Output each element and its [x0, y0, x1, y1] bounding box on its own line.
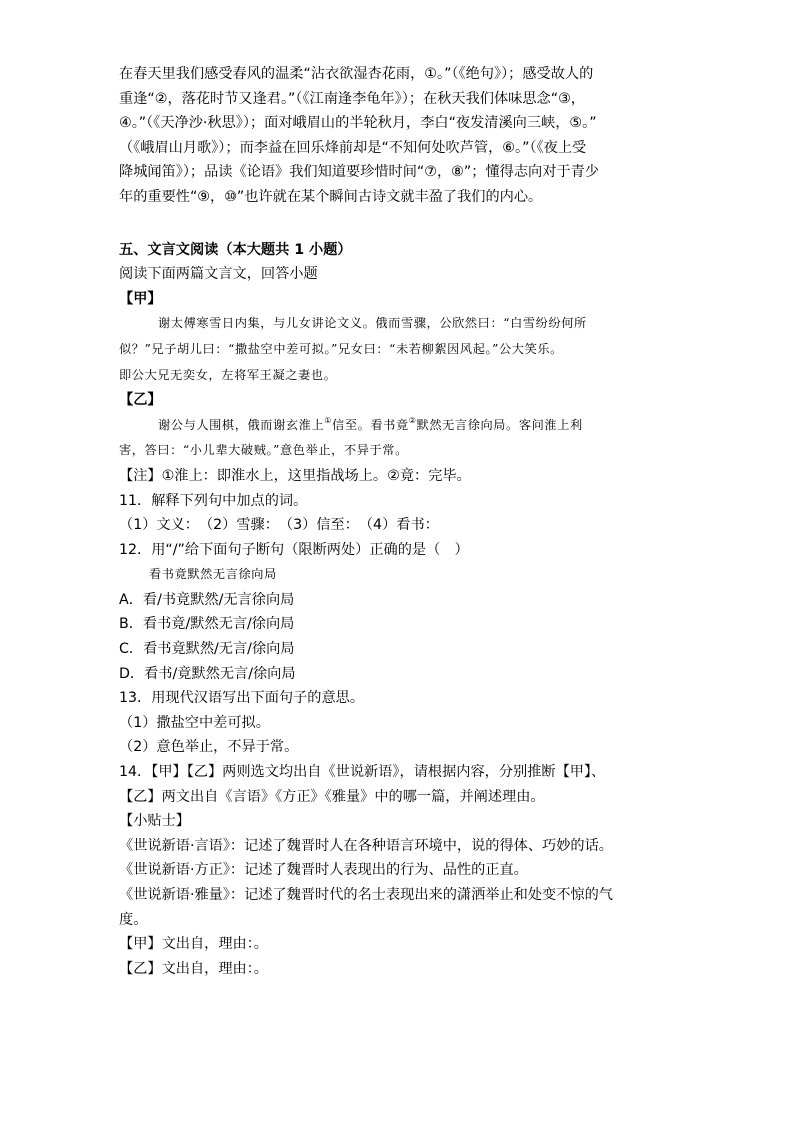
question-11: 11．解释下列句中加点的词。	[119, 492, 308, 509]
section-title: 五、文言文阅读（本大题共 1 小题）	[119, 241, 352, 258]
jia-label: 【甲】	[119, 290, 162, 307]
question-13-item-2: （2）意色举止，不异于常。	[119, 739, 299, 756]
question-14-line-1: 14．【甲】【乙】两则选文均出自《世说新语》，请根据内容，分别推断【甲】、	[119, 764, 606, 781]
fill-line-3: ④。”（《天净沙·秋思》）；面对峨眉山的半轮秋月，李白“夜发清溪向三峡，⑤。”	[119, 115, 597, 132]
fill-line-5: 降城闻笛》）；品读《论语》我们知道要珍惜时间“⑦，⑧”；懂得志向对于青少	[119, 164, 599, 181]
question-12-sentence: 看书竟默然无言徐向局	[149, 567, 277, 582]
fill-line-2: 重逢“②，落花时节又逢君。”（《江南逢李龟年》）；在秋天我们体味思念“③，	[119, 90, 585, 107]
answer-jia: 【甲】文出自，理由：。	[119, 936, 268, 953]
jia-text-line-1: 谢太傅寒雪日内集，与儿女讲论文义。俄而雪骤，公欣然曰：“白雪纷纷何所	[158, 316, 587, 331]
tip-yaliang-cont: 度。	[119, 911, 148, 928]
yi-text-line-1: 谢公与人围棋，俄而谢玄淮上①信至。看书竟②默然无言徐向局。客问淮上利	[158, 415, 583, 432]
question-12: 12．用“/”给下面句子断句（限断两处）正确的是（ ）	[119, 541, 469, 558]
tip-yaliang: 《世说新语·雅量》：记述了魏晋时代的名士表现出来的潇洒举止和处变不惊的气	[119, 887, 613, 903]
question-11-items: （1）文义： （2）雪骤： （3）信至： （4）看书：	[119, 517, 439, 534]
footnote-marker-1: ①	[324, 415, 333, 425]
option-c: C．看书竟默然/无言/徐向局	[119, 641, 295, 658]
fill-line-4: （《峨眉山月歌》）；而李益在回乐烽前却是“不知何处吹芦管，⑥。”（《夜上受	[119, 139, 587, 156]
option-b: B．看书竟/默然无言/徐向局	[119, 616, 295, 633]
question-13-item-1: （1）撒盐空中差可拟。	[119, 714, 270, 731]
jia-text-line-2: 似？”兄子胡儿曰：“撒盐空中差可拟。”兄女曰：“未若柳絮因风起。”公大笑乐。	[119, 341, 563, 356]
yi-label: 【乙】	[119, 392, 162, 409]
tip-yanyu: 《世说新语·言语》：记述了魏晋时人在各种语言环境中，说的得体、巧妙的话。	[119, 837, 613, 854]
option-d: D．看书/竟默然无言/徐向局	[119, 665, 296, 682]
tip-label: 【小贴士】	[119, 813, 190, 830]
fill-line-6: 年的重要性“⑨，⑩”也许就在某个瞬间古诗文就丰盈了我们的内心。	[119, 188, 543, 205]
document-page	[119, 62, 679, 981]
section-intro: 阅读下面两篇文言文，回答小题	[119, 266, 318, 283]
annotation-note: 【注】①淮上：即淮水上，这里指战场上。②竟：完毕。	[119, 467, 471, 484]
jia-text-line-3: 即公大兄无奕女，左将军王凝之妻也。	[119, 367, 337, 382]
footnote-marker-2: ②	[408, 415, 417, 425]
answer-yi: 【乙】文出自，理由：。	[119, 960, 268, 977]
question-14-line-2: 【乙】两文出自《言语》《方正》《雅量》中的哪一篇，并阐述理由。	[119, 788, 545, 805]
tip-fangzheng: 《世说新语·方正》：记述了魏晋时人表现出的行为、品性的正直。	[119, 862, 528, 879]
fill-line-1: 在春天里我们感受春风的温柔“沾衣欲湿杏花雨，①。”（《绝句》）；感受故人的	[119, 66, 594, 82]
yi-text-line-2: 害，答曰：“小儿辈大破贼。”意色举止，不异于常。	[119, 443, 408, 458]
option-a: A．看/书竟默然/无言徐向局	[119, 591, 295, 608]
question-13: 13．用现代汉语写出下面句子的意思。	[119, 690, 365, 707]
